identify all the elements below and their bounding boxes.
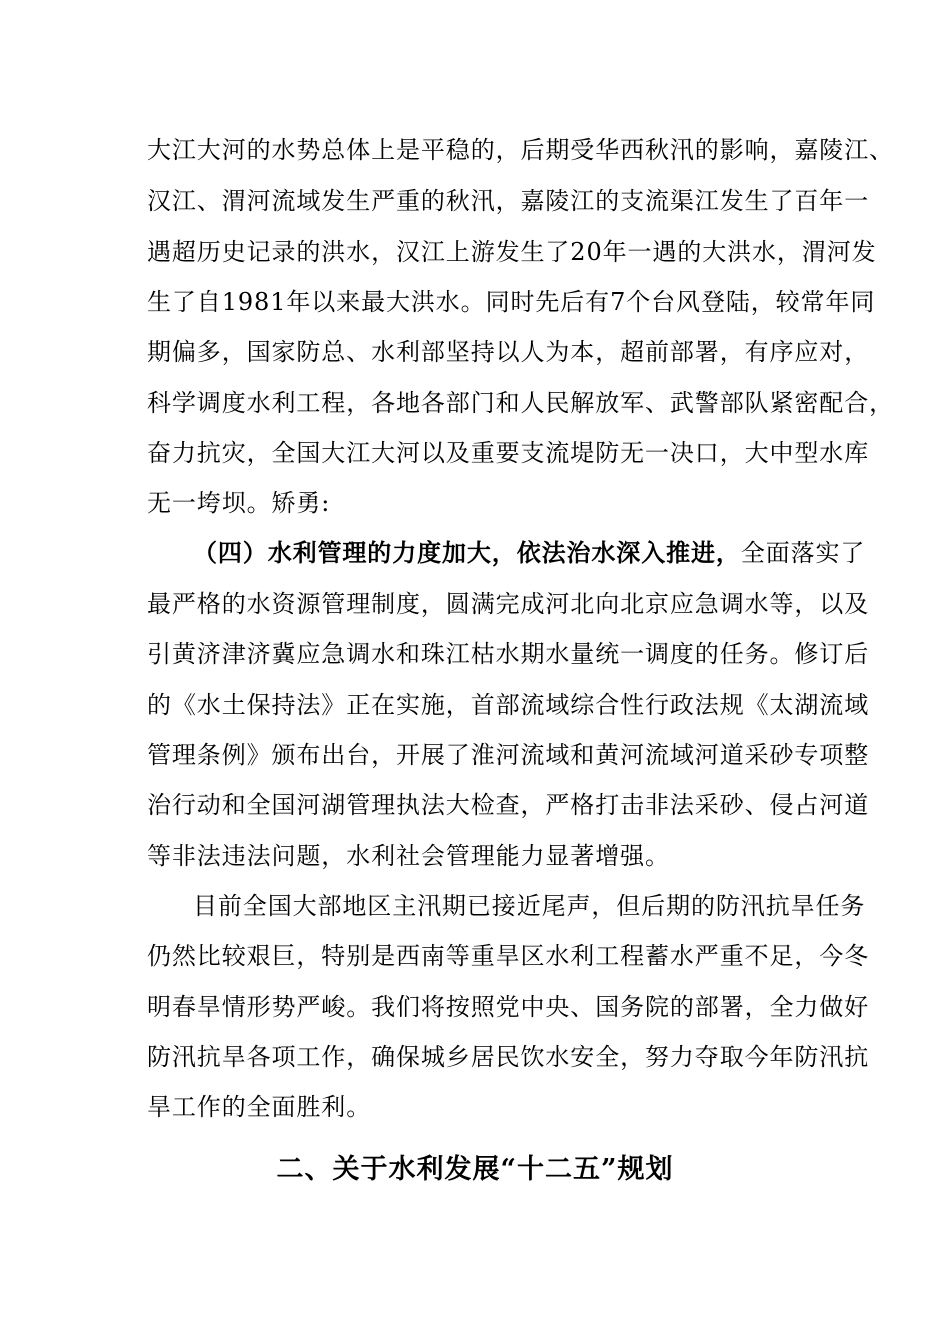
paragraph-text: 全面落实了: [740, 539, 866, 567]
paragraph-line: 旱工作的全面胜利。: [147, 1093, 372, 1121]
paragraph-line: 无一垮坝。矫勇:: [147, 489, 331, 517]
paragraph-line: 科学调度水利工程，各地各部门和人民解放军、武警部队紧密配合，: [147, 389, 894, 417]
paragraph-line: 仍然比较艰巨，特别是西南等重旱区水利工程蓄水严重不足，今冬: [147, 942, 870, 970]
paragraph-line: 管理条例》颁布出台，开展了淮河流域和黄河流域河道采砂专项整: [147, 741, 870, 769]
paragraph-line: 治行动和全国河湖管理执法大检查，严格打击非法采砂、侵占河道: [147, 791, 870, 819]
paragraph-line: 期偏多，国家防总、水利部坚持以人为本，超前部署，有序应对，: [147, 338, 870, 366]
paragraph-line: 遇超历史记录的洪水，汉江上游发生了20年一遇的大洪水，渭河发: [147, 238, 877, 266]
paragraph-line: 等非法违法问题，水利社会管理能力显著增强。: [147, 842, 670, 870]
subsection-lead: （四）水利管理的力度加大，依法治水深入推进，: [193, 538, 741, 567]
paragraph-line: 最严格的水资源管理制度，圆满完成河北向北京应急调水等，以及: [147, 590, 870, 618]
section-heading: 二、关于水利发展“十二五”规划: [276, 1154, 674, 1185]
paragraph-first-line: 目前全国大部地区主汛期已接近尾声，但后期的防汛抗旱任务: [193, 892, 866, 920]
paragraph-line: 明春旱情形势严峻。我们将按照党中央、国务院的部署，全力做好: [147, 993, 870, 1021]
paragraph-line: 的《水土保持法》正在实施，首部流域综合性行政法规《太湖流域: [147, 691, 870, 719]
paragraph-line: 防汛抗旱各项工作，确保城乡居民饮水安全，努力夺取今年防汛抗: [147, 1043, 870, 1071]
paragraph-first-line: [193, 533, 866, 573]
paragraph-line: 汉江、渭河流域发生严重的秋汛，嘉陵江的支流渠江发生了百年一: [147, 187, 870, 215]
paragraph-line: 大江大河的水势总体上是平稳的，后期受华西秋汛的影响，嘉陵江、: [147, 136, 894, 164]
paragraph-line: 引黄济津济冀应急调水和珠江枯水期水量统一调度的任务。修订后: [147, 640, 870, 668]
paragraph-line: 生了自1981年以来最大洪水。同时先后有7个台风登陆，较常年同: [147, 288, 876, 316]
paragraph-line: 奋力抗灾，全国大江大河以及重要支流堤防无一决口，大中型水库: [147, 439, 870, 467]
